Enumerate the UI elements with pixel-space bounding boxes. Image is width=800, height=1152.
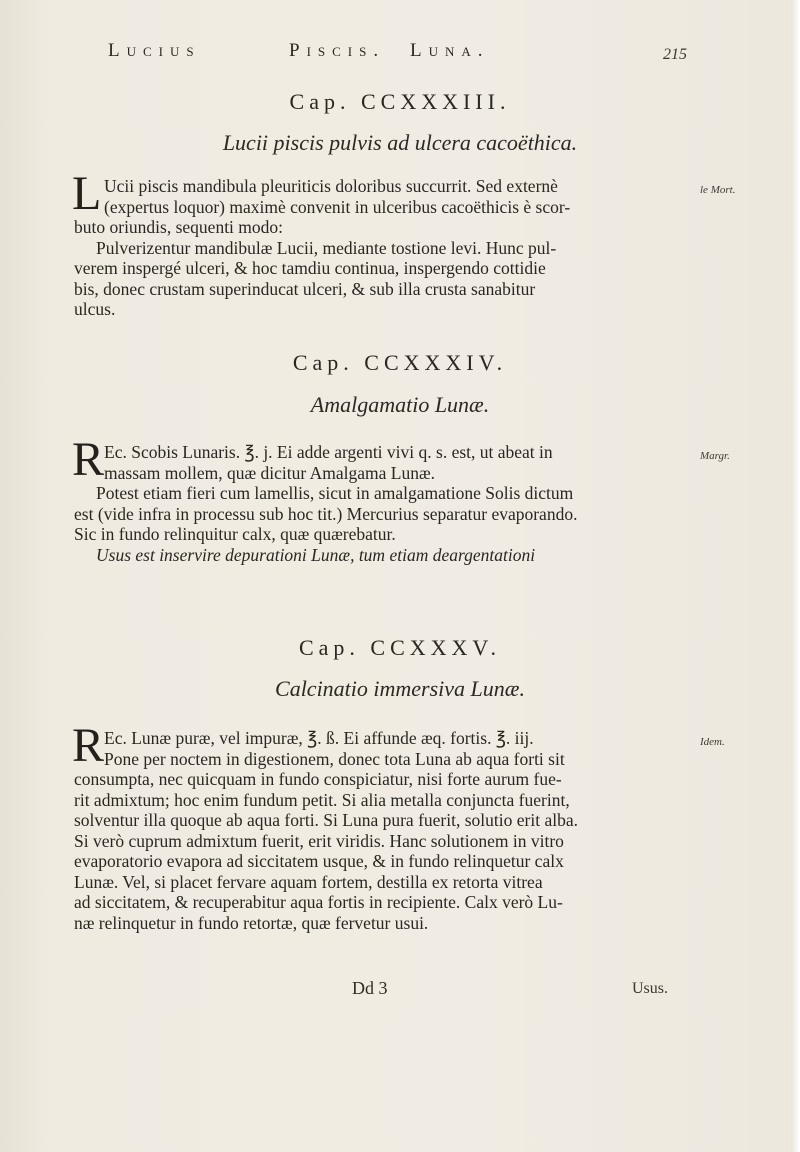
chapter-title-3: Calcinatio immersiva Lunæ.: [275, 676, 525, 701]
running-head-middle: Piscis.: [289, 40, 386, 61]
section-3-text-a: [104, 728, 674, 769]
text-line: buto oriundis, sequenti modo:: [74, 217, 284, 237]
dropcap-1: L: [72, 167, 102, 220]
section-2-text-b: [74, 483, 674, 565]
chapter-title-1: Lucii piscis pulvis ad ulcera cacoëthica.: [222, 130, 578, 155]
text-line: Si verò cuprum admixtum fuerit, erit viridis. Hanc solutionem in vitro: [74, 830, 564, 851]
page-number: 215: [663, 46, 687, 63]
text-line: ulcus.: [74, 299, 116, 319]
running-head-left: Lucius: [108, 40, 201, 61]
text-line: est (vide infra in processu sub hoc tit.) Mercurius separatur evaporando.: [74, 503, 578, 524]
text-line: evaporatorio evapora ad siccitatem usque, & in fundo relinquetur calx: [74, 851, 564, 871]
text-line: (expertus loquor) maximè convenit in ulceribus cacoëthicis è scor-: [104, 196, 571, 217]
text-line: Pone per noctem in digestionem, donec tota Luna ab aqua forti sit: [104, 748, 565, 769]
section-2-text-a: [104, 442, 674, 483]
text-line: Ec. Scobis Lunaris. ℥. j. Ei adde argenti vivi q. s. est, ut abeat in: [104, 442, 553, 462]
chapter-heading-3: Cap. CCXXXV.: [298, 635, 501, 660]
chapter-title-2: Amalgamatio Lunæ.: [310, 392, 490, 417]
page-edge: [791, 0, 800, 1152]
text-line: næ relinquetur in fundo retortæ, quæ fervetur usui.: [74, 912, 429, 933]
text-line: Lunæ. Vel, si placet fervare aquam fortem, destilla ex retorta vitrea: [74, 871, 543, 892]
text-line: Ec. Lunæ puræ, vel impuræ, ℥. ß. Ei affunde æq. fortis. ℥. iij.: [104, 728, 534, 748]
running-head-right: Luna.: [410, 40, 490, 61]
text-line: consumpta, nec quicquam in fundo conspiciatur, nisi forte aurum fue-: [74, 769, 562, 789]
text-line: ad siccitatem, & recuperabitur aqua fortis in recipiente. Calx verò Lu-: [74, 892, 563, 912]
text-line: bis, donec crustam superinducat ulceri, & sub illa crusta sanabitur: [74, 278, 536, 299]
section-1-text-b: [74, 217, 674, 320]
text-line: Sic in fundo relinquitur calx, quæ quærebatur.: [74, 524, 396, 544]
section-1-text-a: [104, 176, 674, 217]
text-line: rit admixtum; hoc enim fundum petit. Si alia metalla conjuncta fuerint,: [74, 789, 570, 810]
chapter-heading-1: Cap. CCXXXIII.: [289, 89, 511, 114]
text-line: massam mollem, quæ dicitur Amalgama Lunæ.: [104, 462, 435, 483]
running-head: [108, 40, 708, 70]
section-3-text-b: [74, 769, 674, 933]
marginal-note-1: le Mort.: [700, 184, 736, 196]
text-line: Potest etiam fieri cum lamellis, sicut in amalgamatione Solis dictum: [96, 483, 574, 503]
text-line: solventur illa quoque ab aqua forti. Si Luna pura fuerit, solutio erit alba.: [74, 810, 578, 830]
text-line: verem inspergé ulceri, & hoc tamdiu continua, inspergendo cottidie: [74, 258, 546, 278]
catchword: Usus.: [632, 980, 669, 997]
marginal-note-2: Margr.: [700, 450, 730, 462]
text-line: Ucii piscis mandibula pleuriticis doloribus succurrit. Sed externè: [104, 176, 558, 196]
chapter-heading-2: Cap. CCXXXIV.: [292, 350, 508, 375]
text-line: Usus est inservire depurationi Lunæ, tum etiam deargentationi: [96, 544, 536, 565]
text-line: Pulverizentur mandibulæ Lucii, mediante tostione levi. Hunc pul-: [96, 237, 557, 258]
marginal-note-3: Idem.: [700, 736, 725, 748]
dropcap-3: R: [72, 719, 105, 772]
signature-mark: Dd 3: [352, 978, 388, 998]
dropcap-2: R: [72, 433, 105, 486]
